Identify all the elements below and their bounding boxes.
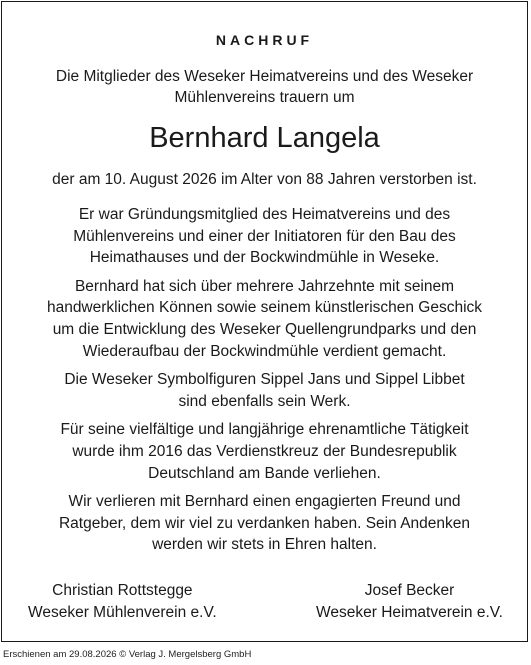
body-line: Heimathauses und der Bockwindmühle in Weseke. (89, 249, 440, 267)
body-line: Die Weseker Symbolfiguren Sippel Jans und Sippel Libbet (64, 371, 465, 389)
body-line: Deutschland am Bande verliehen. (148, 464, 381, 482)
body-line: Für seine vielfältige und langjährige ehrenamtliche Tätigkeit (60, 421, 469, 439)
signature-heimatverein (316, 580, 503, 624)
signatory-name: Christian Rottstegge (52, 582, 193, 599)
deceased-name: Bernhard Langela (149, 122, 380, 154)
body-paragraph (2, 204, 527, 269)
signatory-name: Josef Becker (364, 582, 455, 599)
notice-heading: NACHRUF (215, 32, 314, 48)
signature-block (2, 580, 527, 624)
signatory-organization: Weseker Heimatverein e.V. (316, 604, 503, 621)
obituary-body (2, 204, 527, 563)
body-line: wurde ihm 2016 das Verdienstkreuz der Bundesrepublik (72, 442, 457, 460)
body-paragraph (2, 491, 527, 556)
body-line: Mühlenvereins und einer der Initiatoren für den Bau des (73, 227, 456, 245)
publication-footer: Erschienen am 29.08.2026 © Verlag J. Mergelsberg GmbH (3, 649, 252, 660)
body-line: Bernhard hat sich über mehrere Jahrzehnte mit seinem (74, 277, 455, 295)
body-line: werden wir stets in Ehren halten. (152, 536, 377, 554)
intro-line: Mühlenvereins trauern um (174, 89, 355, 106)
body-line: Er war Gründungsmitglied des Heimatvereins und des (78, 206, 451, 223)
death-line: der am 10. August 2026 im Alter von 88 Jahren verstorben ist. (52, 171, 477, 188)
body-paragraph (2, 369, 527, 412)
body-line: Wiederaufbau der Bockwindmühle verdient gemacht. (82, 342, 447, 360)
intro-line: Die Mitglieder des Weseker Heimatvereins und des Weseker (55, 68, 474, 85)
body-line: handwerklichen Können sowie seinem künstlerischen Geschick (46, 299, 483, 317)
obituary-notice (1, 1, 528, 642)
body-line: Wir verlieren mit Bernhard einen engagierten Freund und (68, 493, 461, 511)
body-line: sind ebenfalls sein Werk. (178, 392, 351, 410)
body-line: Ratgeber, dem wir viel zu verdanken haben. Sein Andenken (58, 514, 470, 532)
intro-text (2, 66, 527, 108)
signatory-organization: Weseker Mühlenverein e.V. (28, 604, 217, 621)
body-line: um die Entwicklung des Weseker Quellengrundparks und den (52, 320, 477, 338)
signature-muehlenverein (28, 580, 217, 624)
body-paragraph (2, 419, 527, 484)
body-paragraph (2, 276, 527, 362)
